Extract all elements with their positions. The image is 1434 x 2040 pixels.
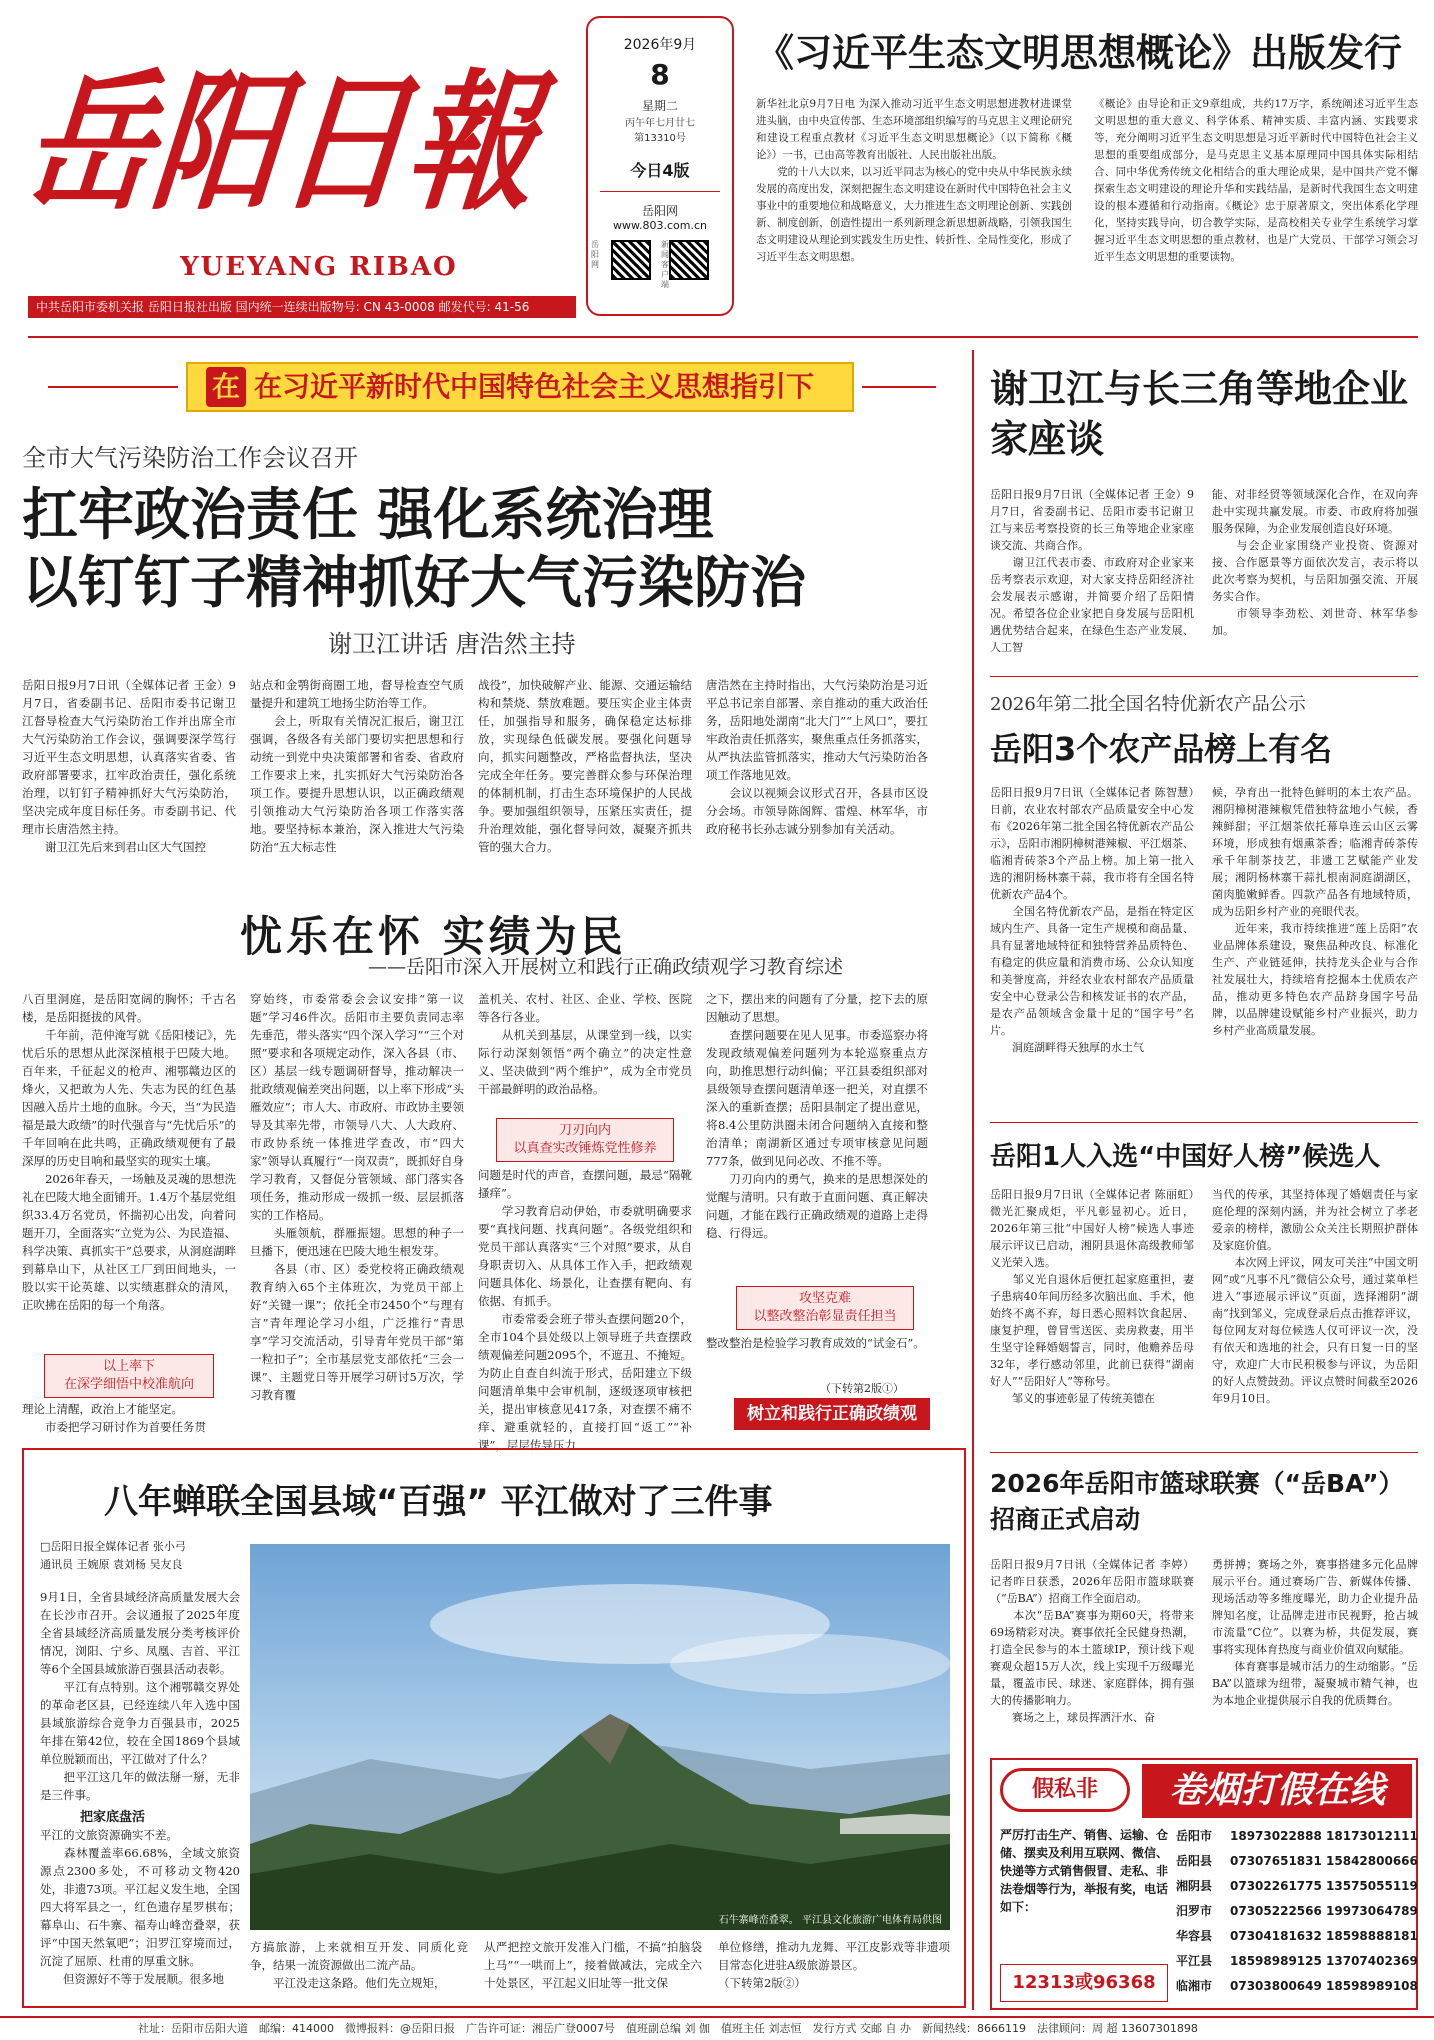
right4-title-line2[interactable]: 招商正式启动 <box>990 1505 1141 1534</box>
lead-kicker: 全市大气污染防治工作会议召开 <box>22 444 358 472</box>
feature-col4b: 整改整治是检验学习教育成效的“试金石”。 <box>706 1336 925 1350</box>
qr-label: 新闻客户端 <box>661 240 669 289</box>
right4-col2: 勇拼搏；赛场之外，赛事搭建多元化品牌展示平台。通过赛场广告、新媒体传播、现场活动等多维度曝光，助力企业提升品牌知名度，让品牌走进市民视野，抢占城市流量“C位”。以赛为桥，共促发展，赛事将实现体育热度与商业价值双向赋能。 体育赛事是城市活力的生动缩影。“岳BA”以篮球为纽带，凝聚城市精气神，也为本地企业提供展示自我的优质舞台。 <box>1212 1558 1418 1707</box>
divider <box>990 676 1418 677</box>
right3-col2: 当代的传承，其坚持体现了婚姻责任与家庭伦理的深刻内涵，并为社会树立了孝老爱亲的榜样，激励公众关注长期照护群体及家庭价值。 本次网上评议，网友可关注“中国文明网”或“凡事不凡”微信公众号，通过菜单栏进入“事迹展示评议”页面，选择湘阴“湖南”找到邹义，完成登录后点击推荐评议，每位网友对每位候选人仅可评议一次，没有依天和选地的社会，只有日复一日的坚守，欢迎广大市民积极参与评议，为岳阳的好人点赞鼓劲。评议点赞时间截至2026年9月10日。 <box>1212 1188 1418 1405</box>
anti-counterfeit-ad[interactable] <box>990 1758 1418 2010</box>
lead-col4: 唐浩然在主持时指出，大气污染防治是习近平总书记亲自部署、亲自推动的重大政治任务，岳阳地处湖南“北大门”“上风口”，要扛牢政治责任抓落实，聚焦重点任务抓落实，从严执法监管抓落实，推动大气污染防治各项工作落地见效。 会议以视频会议形式召开，各县市区设分会场。市领导陈阁辉、雷煌、林军华，市政府秘书长孙志诚分别参加有关活动。 <box>706 678 928 836</box>
logo-text: 岳阳日報 <box>16 55 636 231</box>
top-story-col1: 新华社北京9月7日电 为深入推动习近平生态文明思想进教材进课堂进头脑，由中央宣传部、生态环境部组织编写的马克思主义理论研究和建设工程重点教材《习近平生态文明思想概论》（以下简称《概论》）一书，已由高等教育出版社、人民出版社出版。 党的十八大以来，以习近平同志为核心的党中央从中华民族永续发展的高度出发，深刻把握生态文明建设在新时代中国特色社会主义事业中的重要地位和战略意义，大力推进生态文明理论创新、实践创新、制度创新，创造性提出一系列新理念新思想新战略，引领我国生态文明建设从理论到实践发生历史性、转折性、全局性变化，形成了习近平生态文明思想。 <box>756 98 1072 263</box>
section-band-box <box>186 362 854 412</box>
bottom-col1b: 平江的文旅资源确实不差。 森林覆盖率66.68%，全域文旅资源点2300多处，不可移动文物420处，非遗73项。平江起义发生地，全国四大将军县之一，红色遗存星罗棋布；幕阜山、石牛寨、福寿山峰峦叠翠，获评“中国天然氧吧”；汨罗江穿境而过，沉淀了屈原、杜甫的厚重文脉。 但资源好不等于发展顺。很多地 <box>40 1828 240 1986</box>
landscape-photo <box>250 1544 950 1930</box>
site-url[interactable]: www.803.com.cn <box>613 219 707 232</box>
lead-subtitle: 谢卫江讲话 唐浩然主持 <box>328 630 576 658</box>
top-story-col2: 《概论》由导论和正文9章组成，共约17万字，系统阐述习近平生态文明思想的重大意义、科学体系、精神实质、丰富内涵、实践要求等，充分阐明习近平生态文明思想是习近平新时代中国特色社会主义思想的重要组成部分，是马克思主义基本原理同中国具体实际相结合、同中华优秀传统文化相结合的重大理论成果，是中国共产党不懈探索生态文明建设的理论升华和实践结晶，是新时代我国生态文明建设的根本遵循和行动指南。《概论》忠于原著原文，突出体系化学理化，坚持实践导向，切合教学实际，是高校相关专业学生系统学习掌握习近平生态文明思想的重点教材，也是广大党员、干部学习领会习近平生态文明思想的重要读物。 <box>1094 98 1418 263</box>
photo-caption: 石牛寨峰峦叠翠。 平江县文化旅游广电体育局供图 <box>718 1915 942 1926</box>
feature-col3b: 问题是时代的声音，查摆问题，最忌“隔靴搔痒”。 学习教育启动伊始，市委就明确要求要“真找问题、找真问题”。各级党组织和党员干部认真落实“三个对照”要求，从自身职责切入、从具体工作入手，把政绩观问题具体化、场景化，让查摆有靶向、有依据、有抓手。 市委常委会班子带头查摆问题20个，全市104个县处级以上领导班子共查摆政绩观偏差问题2095个，不遮丑、不掩短。为防止自查自纠流于形式，岳阳建立下级问题清单集中会审机制，逐级逐项审核把关，提出审核意见417条，对查摆不痛不痒、避重就轻的，直接打回“返工”“补课”，层层传导压力 <box>478 1168 692 1452</box>
bottom-subhead: 把家底盘活 <box>80 1810 146 1825</box>
qr-code-icon[interactable] <box>611 240 651 280</box>
ad-contact-row <box>1176 1949 1418 1974</box>
ad-contact-phone[interactable]: 07303800649 18598989108 <box>1230 1979 1418 1993</box>
masthead-pinyin: YUEYANG RIBAO <box>180 252 458 282</box>
ad-contact-place: 汨罗市 <box>1176 1904 1213 1918</box>
qr-label: 岳阳网 <box>591 240 599 269</box>
lead-col1: 岳阳日报9月7日讯（全媒体记者 王金）9月7日，省委副书记、岳阳市委书记谢卫江督导检查大气污染防治工作并出席全市大气污染防治工作会议，强调要深学笃行习近平生态文明思想，认真落实省委、省政府部署要求，扛牢政治责任，强化系统治理，以钉钉子精神抓好大气污染防治，坚决完成年度目标任务。市委副书记、代理市长唐浩然主持。 谢卫江先后来到君山区大气国控 <box>22 678 236 854</box>
right3-col1: 岳阳日报9月7日讯（全媒体记者 陈丽虹）微光汇聚成炬，平凡彰显初心。近日，2026年第三批“中国好人榜”候选人事迹展示评议已启动，湘阴县退休高级教师邹义光荣入选。 邹义光自退休后便扛起家庭重担，妻子患病40年间历经多次脑出血、手术，他始终不离不弃，每日悉心照料饮食起居、康复护理，曾冒雪送医、卖房救妻，用半生坚守诠释婚姻誓言，同时，他赡养岳母32年，孝行感动邻里，此前已获得“湖南好人”“岳阳好人”等称号。 邹义的事迹彰显了传统美德在 <box>990 1188 1194 1405</box>
right2-title[interactable]: 岳阳3个农产品榜上有名 <box>990 730 1333 768</box>
ad-contact-row <box>1176 1924 1418 1949</box>
right2-col1: 岳阳日报9月7日讯（全媒体记者 陈智慧）日前，农业农村部农产品质量安全中心发布《2026年第二批全国名特优新农产品公示》，岳阳市湘阴樟树港辣椒、平江烟茶、临湘青砖茶3个产品上榜。加上第一批入选的湘阴杨林寨干蒜，我市将有全国名特优新农产品4个。 全国名特优新农产品，是指在特定区域内生产、具备一定生产规模和商品量、具有显著地域特征和独特营养品质特色、有稳定的供应量和消费市场、公众认知度和美誉度高，并经农业农村部农产品质量安全中心登录公告和核发证书的农产品，是农产品领域含金量十足的“国字号”名片。 洞庭湖畔得天独厚的水土气 <box>990 786 1194 1054</box>
bottom-byline: □岳阳日报全媒体记者 张小弓 通讯员 王婉原 袁刘杨 吴友良 <box>40 1540 186 1571</box>
page-count: 今日4版 <box>630 161 690 180</box>
divider <box>28 336 1418 338</box>
right1-col2: 能、对非经贸等领域深化合作，在双向奔赴中实现共赢发展。市委、市政府将加强服务保障，为企业发展创造良好环境。 与会企业家围绕产业投资、资源对接、合作愿景等方面依次发言，表示将以此次考察为契机，与岳阳加强交流、开展务实合作。 市领导李劲松、刘世奇、林军华参加。 <box>1212 488 1418 637</box>
ad-logo: 假私非 <box>1000 1768 1130 1812</box>
band-mark-icon: 在 <box>206 367 246 407</box>
ad-contact-list <box>1176 1824 1418 1999</box>
ad-contact-phone[interactable]: 18973022888 18173012111 <box>1230 1829 1418 1843</box>
right3-title[interactable]: 岳阳1人入选“中国好人榜”候选人 <box>990 1142 1381 1172</box>
divider <box>990 1122 1418 1123</box>
ad-contact-phone[interactable]: 07307651831 15842800666 <box>1230 1854 1418 1868</box>
footer: 社址：岳阳市岳阳大道 邮编：414000 微博报料：@岳阳日报 广告许可证：湘岳广登0007号 值班副总编 刘 伽 值班主任 刘志恒 发行方式 交邮 自 办 新闻热线：8666119 法律顾问：周 超 13607301898 <box>0 2016 1434 2040</box>
ad-contact-row <box>1176 1849 1418 1874</box>
right2-kicker: 2026年第二批全国名特优新农产品公示 <box>990 694 1306 715</box>
ad-body: 严厉打击生产、销售、运输、仓储、摆卖及利用互联网、微信、快递等方式销售假冒、走私、非法卷烟等行为，举报有奖，电话如下： <box>1000 1828 1169 1914</box>
ad-title: 卷烟打假在线 <box>1142 1764 1412 1818</box>
date-year-month: 2026年9月 <box>623 37 697 53</box>
bottom-story-title[interactable]: 八年蝉联全国县域“百强” 平江做对了三件事 <box>104 1482 773 1522</box>
feature-ribbon: 树立和践行正确政绩观 <box>734 1398 930 1430</box>
ad-contact-phone[interactable]: 18598989125 13707402369 <box>1230 1954 1418 1968</box>
ad-contact-place: 临湘市 <box>1176 1979 1213 1993</box>
right2-col2: 候，孕育出一批特色鲜明的本土农产品。湘阴樟树港辣椒凭借独特盆地小气候，香辣鲜甜；平江烟茶依托幕阜连云山区云雾环境，形成独有烟熏茶香；临湘青砖茶传承千年制茶技艺，非遗工艺赋能产业发展；湘阴杨林寨干蒜扎根南洞庭湖湖区，菌肉脆嫩鲜香。四款产品各有地域特质，成为岳阳乡村产业的亮眼代表。 近年来，我市持续推进“莲上岳阳”农业品牌体系建设，聚焦品种改良、标准化生产、产业链延伸，扶持龙头企业与合作社发展壮大，持续培育挖掘本土优质农产品，推动更多特色农产品跻身国字号品牌，以品牌建设赋能乡村产业振兴，助力乡村产业高质量发展。 <box>1212 786 1418 1037</box>
date-lunar: 丙午年七月廿七 <box>625 118 695 129</box>
ad-contact-place: 华容县 <box>1176 1929 1213 1943</box>
feature-col4: 之下，摆出来的问题有了分量，挖下去的原因触动了思想。 查摆问题要在见人见事。市委巡察办将发现政绩观偏差问题列为本轮巡察重点方向，助推思想行动纠偏；平江县委组织部对县级领导查摆问题清单逐一把关，对直摆不深入的重新查摆；岳阳县制定了提出意见，将8.4公里防洪圈未闭合问题纳入直接和整治清单；南湖新区通过专项审核意见问题777条，做到见问必改、不推不等。 刀刃向内的勇气，换来的是思想深处的觉醒与清明。只有敢于直面问题、真正解决问题，才能在践行正确政绩观的道路上走得稳、行得远。 <box>706 992 928 1240</box>
right4-title-line1[interactable]: 2026年岳阳市篮球联赛（“岳BA”） <box>990 1469 1404 1498</box>
ad-contact-row <box>1176 1874 1418 1899</box>
date-box <box>586 16 734 316</box>
issue-number: 第13310号 <box>634 133 686 144</box>
ad-contact-place: 平江县 <box>1176 1954 1213 1968</box>
bottom-col2: 方搞旅游，上来就相互开发、同质化竞争，结果一流资源做出二流产品。 平江没走这条路。他们先立规矩， <box>250 1940 468 1990</box>
ad-contact-phone[interactable]: 07305222566 19973064789 <box>1230 1904 1418 1918</box>
feature-col3: 盖机关、农村、社区、企业、学校、医院等各行各业。 从机关到基层，从课堂到一线，以实际行动深刻领悟“两个确立”的决定性意义、坚决做到“两个维护”，成为全市党员干部最鲜明的政治品格。 <box>478 992 692 1096</box>
masthead-banner: 中共岳阳市委机关报 岳阳日报社出版 国内统一连续出版物号: CN 43-0008 邮发代号: 41-56 <box>28 296 576 318</box>
feature-col2: 穿始终，市委常委会会议安排“第一议题”学习46件次。岳阳市主要负责同志率先垂范，带头落实“四个深入学习”“三个对照”要求和各项规定动作，深入各县（市、区）基层一线专题调研督导，推动解决一批政绩观偏差突出问题，以上率下形成“头雁效应”；市人大、市政府、市政协主要领导及其率先带，市领导八大、人大政府、市政协系统一体推进学查改，市“四大家”领导认真履行“一岗双责”，既抓好自身学习教育，又督促分管领域、部门落实各项任务，推动形成一级抓一级、层层抓落实的工作格局。 头雁领航，群雁振翅。思想的种子一旦播下，便迅速在巴陵大地生根发芽。 各县（市、区）委党校将正确政绩观教育纳入65个主体班次，为党员干部上好“关键一课”；依托全市2450个“与理有言”青年理论学习小组，广泛推行“青思享”学习交流活动，引导青年党员干部“第一粒扣子”；全市基层党支部依托“三会一课”、主题党日等开展学习研讨5万次，学习教育覆 <box>250 992 464 1402</box>
feature-jump[interactable]: （下转第2版①） <box>820 1382 904 1395</box>
lead-col2: 站点和金鹗街商圈工地，督导检查空气质量提升和建筑工地扬尘防治等工作。 会上，听取有关情况汇报后，谢卫江强调，各级各有关部门要切实把思想和行动统一到党中央决策部署和省委、省政府工作要求上来，扎实抓好大气污染防治各项工作。要提升思想认识，以正确政绩观引领推动大气污染防治各项工作落实落地。要坚持标本兼治，深入推进大气污染防治“五大标志性 <box>250 678 464 854</box>
right1-col1: 岳阳日报9月7日讯（全媒体记者 王金）9月7日，省委副书记、岳阳市委书记谢卫江与来岳考察投资的长三角等地企业家座谈交流、共商合作。 谢卫江代表市委、市政府对企业家来岳考察表示欢迎，对大家支持岳阳经济社会发展表示感谢，并简要介绍了岳阳情况。希望各位企业家把自身发展与岳阳机遇优势结合起来，在绿色生态产业发展、人工智 <box>990 488 1194 654</box>
divider <box>990 1452 1418 1453</box>
feature-tag3: 攻坚克难 以整改整治彰显责任担当 <box>736 1286 914 1330</box>
lead-title-line2[interactable]: 以钉钉子精神抓好大气污染防治 <box>22 551 806 616</box>
ad-contact-place: 湘阴县 <box>1176 1879 1213 1893</box>
lead-col3: 战役”，加快破解产业、能源、交通运输结构和禁烧、禁放难题。要压实企业主体责任，加强指导和服务，确保稳定达标排放，实现绿色低碳发展。要强化问题导向，抓实问题整改，严格监督执法，坚决完成全年任务。要完善群众参与环保治理的体制机制，打击生态环境保护的人民战争。要加强组织领导，压紧压实责任，提升治理效能，强化督导问效，凝聚齐抓共管的强大合力。 <box>478 678 692 854</box>
date-weekday: 星期二 <box>641 99 678 113</box>
ad-contact-phone[interactable]: 07302261775 13575055119 <box>1230 1879 1418 1893</box>
newspaper-logo <box>16 30 636 231</box>
feature-title[interactable]: 忧乐在怀 实绩为民 <box>240 912 627 961</box>
feature-col1: 八百里洞庭，是岳阳宽阔的胸怀；千古名楼，是岳阳挺拔的风骨。 千年前，范仲淹写就《岳阳楼记》，先忧后乐的思想从此深深植根于巴陵大地。百年来，千征起义的枪声、湘鄂赣边区的烽火，又把敢为人先、失志为民的红色基因融入岳片土地的血脉。今天，当“为民造福是最大政绩”的时代强音与“先忧后乐”的千年回响在此共鸣，正确政绩观便有了最深厚的历史目响和最坚实的现实土壤。 2026年春天，一场触及灵魂的思想洗礼在巴陵大地全面铺开。1.4万个基层党组织33.4万名党员，怀揣初心出发，向着问题开刀，全面落实“立党为公、为民造福、科学决策、真抓实干”总要求，从洞庭湖畔到幕阜山下，从社区工厂到田间地头，一股以实干论英雄、以实绩惠群众的清风，正吹拂在岳阳的每一个角落。 <box>22 992 236 1312</box>
feature-subtitle: ——岳阳市深入开展树立和践行正确政绩观学习教育综述 <box>368 956 844 978</box>
ad-contact-row <box>1176 1899 1418 1924</box>
top-story-title[interactable]: 《习近平生态文明思想概论》出版发行 <box>756 31 1403 75</box>
bottom-col4: 单位修缮，推动九龙舞、平江皮影戏等非遗项目常态化进驻A级旅游景区。 （下转第2版②） <box>718 1940 950 1990</box>
ad-contact-phone[interactable]: 07304181632 18598888181 <box>1230 1929 1418 1943</box>
ad-contact-row <box>1176 1824 1418 1849</box>
section-band <box>48 362 936 412</box>
ad-contact-place: 岳阳市 <box>1176 1829 1213 1843</box>
right1-title[interactable]: 谢卫江与长三角等地企业家座谈 <box>990 367 1409 461</box>
feature-col1b: 理论上清醒，政治上才能坚定。 市委把学习研讨作为首要任务贯 <box>22 1402 206 1434</box>
qr-code-icon[interactable] <box>669 240 709 280</box>
bottom-col1: 9月1日，全省县域经济高质量发展大会在长沙市召开。会议通报了2025年度全省县域经济高质量发展分类考核评价情况，浏阳、宁乡、凤凰、吉首、平江等6个全国县域旅游百强县活动表彰。 平江有点特别。这个湘鄂赣交界处的革命老区县，已经连续八年入选中国县域旅游综合竞争力百强县市，2025年排在第42位，较在全国1869个县域单位脱颖而出，平江做对了什么？ 把平江这几年的做法掰一掰，无非是三件事。 <box>40 1590 240 1802</box>
date-day: 8 <box>650 58 670 91</box>
right4-col1: 岳阳日报9月7日讯（全媒体记者 李婷）记者昨日获悉，2026年岳阳市篮球联赛（“岳BA”）招商工作全面启动。 本次“岳BA”赛事为期60天，将带来69场精彩对决。赛事依托全民健身热潮，打造全民参与的本土篮球IP，预计线下观赛观众超15万人次，线上实现千万级曝光量，覆盖市民、球迷、家庭群体，拥有强大的传播影响力。 赛场之上，球员挥洒汗水、奋 <box>990 1558 1194 1724</box>
feature-tag1: 以上率下 在深学细悟中校准航向 <box>44 1354 214 1398</box>
ad-contact-row <box>1176 1974 1418 1999</box>
site-name: 岳阳网 <box>641 204 678 218</box>
ad-hotline[interactable]: 12313或96368 <box>1000 1964 1168 2002</box>
section-band-text: 在习近平新时代中国特色社会主义思想指引下 <box>254 370 815 403</box>
column-divider <box>972 350 974 2010</box>
ad-contact-place: 岳阳县 <box>1176 1854 1213 1868</box>
lead-title-line1[interactable]: 扛牢政治责任 强化系统治理 <box>22 483 714 548</box>
bottom-col3: 从严把控文旅开发准入门槛，不搞“拍脑袋上马”“一哄而上”，接着做减法，完成全六十处景区，平江起义旧址等一批文保 <box>484 1940 702 1990</box>
feature-tag2: 刀刃向内 以真查实改锤炼党性修养 <box>496 1118 674 1162</box>
